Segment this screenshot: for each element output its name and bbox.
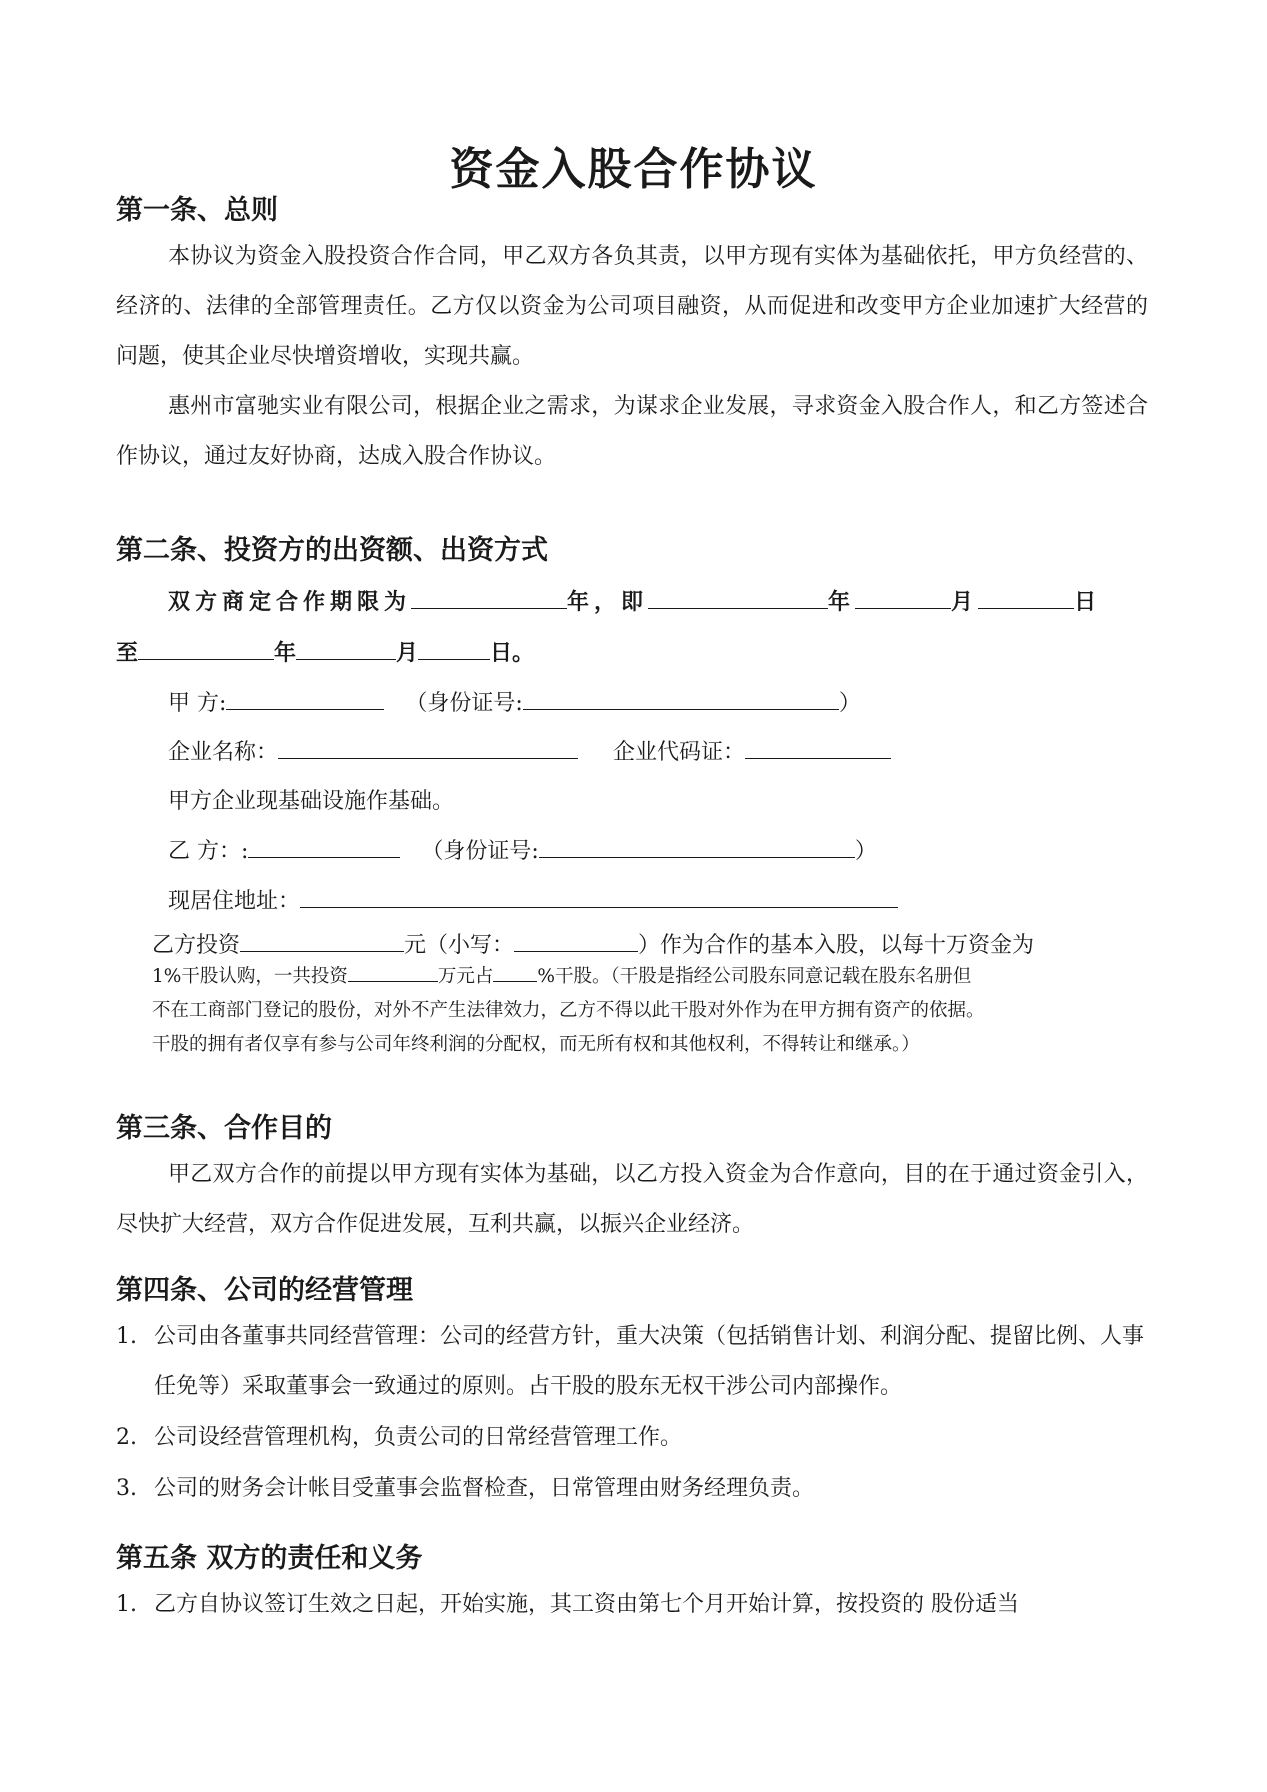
list-item [116,1413,1148,1463]
section-1-paragraph-2: 惠州市富驰实业有限公司，根据企业之需求，为谋求企业发展，寻求资金入股合作人，和乙方签述合作协议，通过友好协商，达成入股合作协议。 [116,394,1148,469]
party-b-id-blank[interactable] [539,835,855,858]
start-month-label: 月 [951,589,979,615]
dry-share-percent-blank[interactable] [493,963,537,982]
company-name-label: 企业名称： [168,740,279,765]
start-year-blank[interactable] [648,586,828,609]
end-month-label: 月 [396,640,419,666]
end-day-blank[interactable] [418,637,490,660]
dry-share-amount-label: 万元占 [437,966,494,987]
party-a-id-blank[interactable] [523,687,839,710]
start-day-label: 日 [1074,589,1102,615]
list-item-number: 1. [116,1324,137,1349]
dry-share-label: 1%干股认购，一共投资 [152,966,348,987]
address-line [168,884,898,915]
end-month-blank[interactable] [296,637,396,660]
section-1-heading: 第一条、总则 [116,195,278,226]
party-a-id-close: ） [838,691,861,716]
party-b-id-close: ） [854,839,877,864]
party-b-label: 乙 方：: [168,839,249,864]
end-year-blank[interactable] [138,637,274,660]
investment-lowercase-blank[interactable] [514,929,638,952]
section-3-paragraph: 甲乙双方合作的前提以甲方现有实体为基础，以乙方投入资金为合作意向，目的在于通过资金引入，尽快扩大经营，双方合作促进发展，互利共赢，以振兴企业经济。 [116,1162,1148,1237]
section-1-paragraph-1: 本协议为资金入股投资合作合同，甲乙双方各负其责，以甲方现有实体为基础依托，甲方负经营的、经济的、法律的全部管理责任。乙方仅以资金为公司项目融资，从而促进和改变甲方企业加速扩大经营的问题，使其企业尽快增资增收，实现共赢。 [116,244,1148,369]
period-years-label: 年，即 [567,589,649,615]
party-a-id-label: （身份证号: [405,691,523,716]
period-years-blank[interactable] [411,586,567,609]
investment-lowercase-label: 元（小写： [404,933,515,958]
start-month-blank[interactable] [855,586,951,609]
list-item-text: 公司设经营管理机构，负责公司的日常经营管理工作。 [154,1425,683,1450]
company-name-blank[interactable] [278,736,578,759]
investment-amount-blank[interactable] [240,929,404,952]
dry-share-note-text: %干股。（干股是指经公司股东同意记载在股东名册但 [537,966,972,987]
list-item-number: 3. [116,1476,137,1501]
investment-line [152,928,1034,959]
document-title: 资金入股合作协议 [449,144,818,195]
cooperation-period-line [168,585,1101,616]
party-a-name-blank[interactable] [226,687,384,710]
list-item [116,1580,1148,1630]
party-b-id-label: （身份证号: [421,839,539,864]
end-date-line [116,636,534,667]
dry-share-note-3: 干股的拥有者仅享有参与公司年终利润的分配权，而无所有权和其他权利，不得转让和继承。） [152,1034,920,1055]
investment-label: 乙方投资 [152,933,241,958]
party-b-line [168,834,877,865]
section-3-heading: 第三条、合作目的 [116,1113,332,1144]
end-day-label: 日。 [490,640,535,666]
address-label: 现居住地址： [168,889,301,914]
list-item-text: 乙方自协议签订生效之日起，开始实施，其工资由第七个月开始计算，按投资的 股份适当 [154,1592,1019,1617]
end-year-label: 年 [274,640,297,666]
company-code-label: 企业代码证： [612,740,745,765]
party-a-line [168,686,861,717]
company-code-blank[interactable] [745,736,891,759]
start-year-label: 年 [828,589,856,615]
start-day-blank[interactable] [978,586,1074,609]
address-blank[interactable] [300,885,898,908]
company-line [168,735,891,766]
party-a-label: 甲 方: [168,691,227,716]
list-item-number: 1. [116,1592,137,1617]
period-label: 双方商定合作期限为 [168,589,412,615]
list-item [116,1312,1148,1412]
party-b-name-blank[interactable] [248,835,400,858]
dry-share-note-2: 不在工商部门登记的股份，对外不产生法律效力，乙方不得以此干股对外作为在甲方拥有资产的依据。 [152,1000,985,1021]
dry-share-line [152,962,971,988]
investment-basis-text: ）作为合作的基本入股，以每十万资金为 [638,933,1035,958]
to-label: 至 [116,640,139,666]
list-item-text: 公司的财务会计帐目受董事会监督检查，日常管理由财务经理负责。 [154,1476,815,1501]
section-2-heading: 第二条、投资方的出资额、出资方式 [116,535,548,566]
list-item-number: 2. [116,1425,137,1450]
section-5-heading: 第五条 双方的责任和义务 [116,1543,423,1574]
section-4-heading: 第四条、公司的经营管理 [116,1275,413,1306]
list-item-text: 公司由各董事共同经营管理：公司的经营方针，重大决策（包括销售计划、利润分配、提留比例、人事任免等）采取董事会一致通过的原则。占干股的股东无权干涉公司内部操作。 [154,1324,1145,1399]
list-item [116,1464,1148,1514]
total-investment-blank[interactable] [348,963,438,982]
party-a-basis: 甲方企业现基础设施作基础。 [168,789,455,814]
